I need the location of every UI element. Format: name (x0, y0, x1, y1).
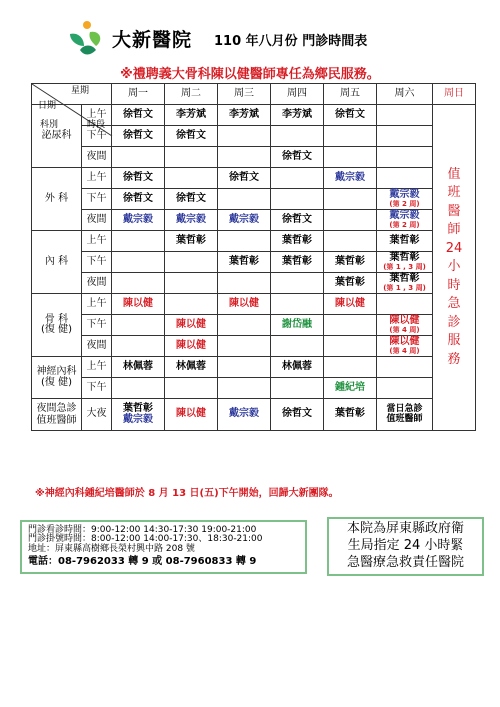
sun-char: 小 (447, 259, 461, 275)
cell: 徐哲文 (165, 189, 218, 210)
shift-eve: 夜間 (82, 147, 112, 168)
cell: 林佩蓉 (112, 357, 165, 378)
cell (324, 231, 377, 252)
designation-line: 本院為屏東縣政府衛 (346, 521, 464, 536)
cell (377, 357, 433, 378)
week-note: (第 4 周) (389, 346, 420, 355)
cell: 葉哲彰 (377, 231, 433, 252)
late-sat-line: 值班醫師 (386, 413, 423, 424)
table-row (32, 357, 476, 378)
doctor-name: 陳以健 (389, 336, 420, 348)
sun-char: 醫 (447, 203, 461, 219)
shift-late: 大夜 (82, 399, 112, 431)
day-thu: 周四 (271, 84, 324, 105)
table-row (32, 378, 476, 399)
sun-char: 時 (447, 277, 461, 293)
dept-ortho-sub: (復 健) (41, 324, 72, 335)
table-row (32, 231, 476, 252)
cell: 李芳斌 (165, 105, 218, 126)
day-sat: 周六 (377, 84, 433, 105)
cell (271, 336, 324, 357)
schedule-table (31, 83, 476, 431)
cell (271, 126, 324, 147)
cell: 徐哲文 (218, 168, 271, 189)
dept-surgery: 外 科 (32, 168, 82, 231)
day-tue: 周二 (165, 84, 218, 105)
table-row (32, 399, 476, 431)
dept-urology: 泌尿科 (32, 105, 82, 168)
sunday-column (433, 105, 476, 431)
shift-eve: 夜間 (82, 210, 112, 231)
cell (271, 189, 324, 210)
doctor-name: 戴宗毅 (389, 210, 420, 222)
header-row (32, 84, 476, 105)
doctor-name: 陳以健 (389, 315, 420, 327)
cell (165, 378, 218, 399)
cell (165, 273, 218, 294)
dept-neuro-name: 神經內科 (36, 366, 77, 377)
cell (377, 273, 433, 294)
designation-line: 急醫療急救責任醫院 (346, 554, 464, 570)
shift-eve: 夜間 (82, 273, 112, 294)
cell (324, 210, 377, 231)
table-row (32, 252, 476, 273)
cell (218, 189, 271, 210)
table-row (32, 336, 476, 357)
shift-pm: 下午 (82, 189, 112, 210)
cell: 林佩蓉 (271, 357, 324, 378)
dept-night-name: 夜間急診 (36, 402, 77, 414)
cell: 徐哲文 (112, 126, 165, 147)
designation-line: 生局指定 24 小時緊 (347, 537, 464, 553)
cell: 葉哲彰 (271, 252, 324, 273)
cell (165, 147, 218, 168)
table-row (32, 168, 476, 189)
cell (324, 126, 377, 147)
cell (112, 315, 165, 336)
cell (218, 315, 271, 336)
cell: 徐哲文 (112, 189, 165, 210)
day-sun: 周日 (433, 84, 476, 105)
cell: 葉哲彰 (165, 231, 218, 252)
cell: 徐哲文 (324, 105, 377, 126)
cell: 戴宗毅 (324, 168, 377, 189)
hospital-name: 大新醫院 (112, 29, 193, 51)
cell (112, 252, 165, 273)
cell: 徐哲文 (112, 105, 165, 126)
cell (165, 294, 218, 315)
cell (377, 168, 433, 189)
cell: 徐哲文 (271, 147, 324, 168)
cell: 陳以健 (165, 336, 218, 357)
cell: 戴宗毅 (112, 210, 165, 231)
corner-dept: 科別 (40, 120, 59, 130)
shift-pm: 下午 (82, 315, 112, 336)
shift-pm: 下午 (82, 126, 112, 147)
cell (377, 105, 433, 126)
hospital-logo-icon (66, 20, 106, 60)
sun-char: 師 (447, 222, 461, 238)
cell (377, 126, 433, 147)
dept-neuro-sub: (復 健) (41, 376, 72, 388)
dept-neuro (32, 357, 82, 399)
week-note: (第 2 周) (389, 199, 420, 208)
doctor-name: 葉哲彰 (389, 252, 420, 264)
sun-char: 值 (447, 167, 461, 182)
cell: 徐哲文 (271, 210, 324, 231)
cell (112, 273, 165, 294)
cell: 戴宗毅 (165, 210, 218, 231)
sun-char: 服 (447, 333, 461, 349)
shift-am: 上午 (82, 105, 112, 126)
cell (324, 147, 377, 168)
cell: 葉哲彰 (324, 399, 377, 431)
dept-ortho-name: 骨 科 (44, 313, 69, 325)
cell: 陳以健 (112, 294, 165, 315)
table-row (32, 189, 476, 210)
cell (377, 315, 433, 336)
address: 地址：屏東縣高樹鄉長榮村興中路 208 號 (28, 543, 195, 554)
cell: 葉哲彰 (218, 252, 271, 273)
cell: 葉哲彰 (324, 252, 377, 273)
doctor-name: 葉哲彰 (123, 403, 153, 414)
table-row (32, 294, 476, 315)
cell (377, 399, 433, 431)
cell: 陳以健 (165, 315, 218, 336)
dept-ortho (32, 294, 82, 357)
cell: 葉哲彰 (324, 273, 377, 294)
table-row (32, 315, 476, 336)
phone: 電話：08-7962033 轉 9 或 08-7960833 轉 9 (28, 556, 257, 568)
corner-week: 星期 (70, 86, 89, 96)
doctor-name: 戴宗毅 (123, 413, 153, 425)
cell (377, 147, 433, 168)
table-row (32, 147, 476, 168)
cell (218, 126, 271, 147)
registration-hours: 門診掛號時間：8:00-12:00 14:00-17:30、18:30-21:00 (28, 534, 263, 545)
cell (271, 378, 324, 399)
shift-am: 上午 (82, 168, 112, 189)
cell (218, 147, 271, 168)
cell (271, 273, 324, 294)
cell (218, 336, 271, 357)
clinic-hours: 門診看診時間：9:00-12:00 14:30-17:30 19:00-21:00 (28, 525, 257, 535)
shift-pm: 下午 (82, 378, 112, 399)
sun-char: 務 (447, 351, 461, 367)
cell (218, 273, 271, 294)
day-fri: 周五 (324, 84, 377, 105)
cell (324, 357, 377, 378)
cell: 徐哲文 (112, 168, 165, 189)
doctor-name: 戴宗毅 (389, 189, 420, 201)
cell (112, 231, 165, 252)
sun-char: 急 (447, 296, 461, 312)
cell: 戴宗毅 (218, 399, 271, 431)
designation-box (327, 517, 484, 576)
cell: 陳以健 (165, 399, 218, 431)
late-sat-line: 當日急診 (386, 404, 423, 415)
cell: 鍾紀培 (324, 378, 377, 399)
cell: 謝岱融 (271, 315, 324, 336)
table-row (32, 210, 476, 231)
cell (324, 336, 377, 357)
schedule-title: 110 年八月份 門診時間表 (214, 34, 368, 49)
cell: 李芳斌 (218, 105, 271, 126)
dept-night-sub: 值班醫師 (36, 414, 77, 426)
shift-eve: 夜間 (82, 336, 112, 357)
cell: 陳以健 (218, 294, 271, 315)
cell (112, 399, 165, 431)
dept-internal: 內 科 (32, 231, 82, 294)
cell: 葉哲彰 (271, 231, 324, 252)
corner-shift: 時段 (86, 120, 105, 130)
cell (377, 294, 433, 315)
shift-am: 上午 (82, 357, 112, 378)
shift-am: 上午 (82, 294, 112, 315)
cell (324, 189, 377, 210)
cell (112, 147, 165, 168)
cell: 徐哲文 (271, 399, 324, 431)
cell: 徐哲文 (165, 126, 218, 147)
cell (218, 231, 271, 252)
corner-date: 日期 (38, 101, 57, 111)
sun-char: 班 (447, 185, 461, 201)
cell (165, 252, 218, 273)
dept-night (32, 399, 82, 431)
cell (218, 378, 271, 399)
cell (377, 252, 433, 273)
shift-pm: 下午 (82, 252, 112, 273)
cell (112, 336, 165, 357)
week-note: (第 1 , 3 周) (383, 283, 426, 292)
cell (377, 378, 433, 399)
cell: 戴宗毅 (218, 210, 271, 231)
cell: 林佩蓉 (165, 357, 218, 378)
cell (271, 168, 324, 189)
footnote: ※神經內科鍾紀培醫師於 8 月 13 日(五)下午開始，回歸大新團隊。 (35, 488, 339, 499)
cell (112, 378, 165, 399)
sun-char: 24 (445, 240, 463, 256)
cell: 李芳斌 (271, 105, 324, 126)
week-note: (第 1 , 3 周) (383, 262, 426, 271)
cell (324, 315, 377, 336)
day-mon: 周一 (112, 84, 165, 105)
notice-banner: ※禮聘義大骨科陳以健醫師專任為鄉民服務。 (120, 67, 380, 82)
sun-char: 診 (447, 314, 461, 330)
doctor-name: 葉哲彰 (389, 273, 420, 285)
page-header (0, 0, 500, 62)
day-wed: 周三 (218, 84, 271, 105)
cell (271, 294, 324, 315)
cell (218, 357, 271, 378)
cell (165, 168, 218, 189)
contact-box (20, 520, 307, 574)
cell (377, 189, 433, 210)
cell (377, 210, 433, 231)
week-note: (第 2 周) (389, 220, 420, 229)
shift-am: 上午 (82, 231, 112, 252)
table-row (32, 273, 476, 294)
cell: 陳以健 (324, 294, 377, 315)
cell (377, 336, 433, 357)
week-note: (第 4 周) (389, 325, 420, 334)
